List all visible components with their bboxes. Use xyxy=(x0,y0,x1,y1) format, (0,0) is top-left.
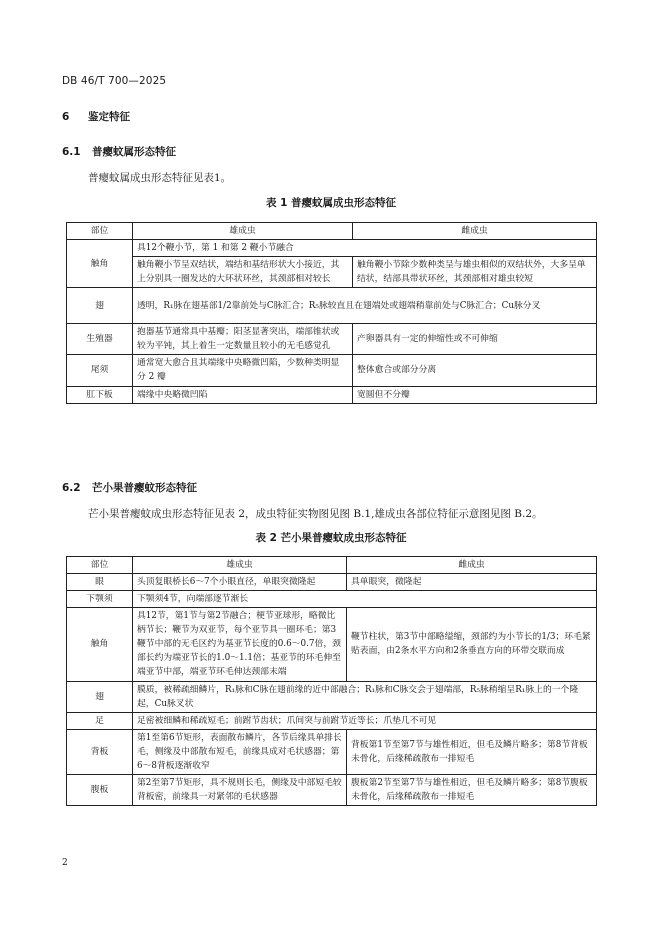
table-row xyxy=(67,591,597,608)
header-cell: 雄成虫 xyxy=(133,223,353,240)
male-cell: 第1至第6节矩形，表面散布鳞片，各节后缘具单排长毛，侧缘及中部散布短毛，前缘具成对毛状感器；第6～8背板逐渐收窄 xyxy=(133,729,347,774)
female-cell: 背板第1节至第7节与雄性相近，但毛及鳞片略多；第8节背板未骨化，后缘稀疏散布一排短毛 xyxy=(347,729,597,774)
table-row xyxy=(67,608,597,681)
table-row xyxy=(67,288,597,324)
table-row xyxy=(67,574,597,591)
page-number: 2 xyxy=(62,858,68,868)
section-number: 6 xyxy=(62,111,70,123)
row-label: 尾须 xyxy=(67,355,133,386)
table-row xyxy=(67,386,597,403)
row-label: 背板 xyxy=(67,729,133,774)
row-label: 足 xyxy=(67,712,133,729)
table-row xyxy=(67,774,597,805)
table-row xyxy=(67,240,597,257)
female-cell: 整体愈合或部分分离 xyxy=(353,355,597,386)
section-6-heading xyxy=(62,109,130,124)
row-label: 生殖器 xyxy=(67,324,133,355)
table-2 xyxy=(66,556,597,806)
male-cell: 头顶复眼桥长6～7个小眼直径，单眼突微隆起 xyxy=(133,574,347,591)
header-cell: 雌成虫 xyxy=(347,557,597,574)
table-header-row xyxy=(67,557,597,574)
table-row xyxy=(67,324,597,355)
male-cell: 第2至第7节矩形，具不规则长毛，侧缘及中部短毛较背板密，前缘具一对紧邻的毛状感器 xyxy=(133,774,347,805)
male-cell: 具12节，第1节与第2节融合；梗节亚球形，略微比柄节长；鞭节为双亚节，每个亚节具一圈环毛；第3鞭节中部的无毛区约为基亚节长度的0.6～0.7倍，颈部长约为端亚节长的1.0～1.1倍；基亚节的环毛伸至端亚节中部，端亚节环毛伸达颈部末端 xyxy=(133,608,347,681)
common-cell: 具12个鞭小节，第 1 和第 2 鞭小节融合 xyxy=(133,240,597,257)
common-cell: 下颚须4节，向端部逐节渐长 xyxy=(133,591,597,608)
female-cell: 具单眼突，微隆起 xyxy=(347,574,597,591)
section-6-2-paragraph: 芒小果普瘿蚊成虫形态特征见表 2，成虫特征实物图见图 B.1,雄成虫各部位特征示意图见图 B.2。 xyxy=(88,508,543,520)
female-cell: 触角鞭小节除少数种类呈与雄虫相似的双结状外，大多呈单结状，结部具带状环丝，其颈部相对雄虫较短 xyxy=(353,257,597,288)
table-row xyxy=(67,681,597,712)
header-cell: 雌成虫 xyxy=(353,223,597,240)
header-cell: 部位 xyxy=(67,557,133,574)
section-title: 芒小果普瘿蚊形态特征 xyxy=(92,482,197,494)
table-1 xyxy=(66,222,597,404)
header-cell: 部位 xyxy=(67,223,133,240)
male-cell: 通常宽大愈合且其端缘中央略微凹陷，少数种类明显分 2 瓣 xyxy=(133,355,353,386)
row-label: 肛下板 xyxy=(67,386,133,403)
section-number: 6.2 xyxy=(62,482,81,494)
common-cell: 膜质，被稀疏细鳞片，R₁脉和C脉在翅前缘的近中部融合；R₁脉和C脉交会于翅端部，R₅脉稍缩呈R₁脉上的一个隆起，Cu脉叉状 xyxy=(133,681,597,712)
row-label: 翅 xyxy=(67,681,133,712)
female-cell: 宽圆但不分瓣 xyxy=(353,386,597,403)
section-6-1-paragraph: 普瘿蚊属成虫形态特征见表1。 xyxy=(88,172,232,184)
row-label: 翅 xyxy=(67,288,133,324)
male-cell: 端缘中央略微凹陷 xyxy=(133,386,353,403)
section-title: 普瘿蚊属形态特征 xyxy=(92,146,176,158)
section-6-1-heading xyxy=(62,144,176,159)
common-cell: 透明，R₁脉在翅基部1/2靠前处与C脉汇合；R₅脉较直且在翅端处或翅端稍靠前处与C脉汇合；Cu脉分叉 xyxy=(133,288,597,324)
section-title: 鉴定特征 xyxy=(88,111,130,123)
table-row xyxy=(67,712,597,729)
female-cell: 腹板第2节至第7节与雄性相近，但毛及鳞片略多；第8节腹板未骨化，后缘稀疏散布一排短毛 xyxy=(347,774,597,805)
header-cell: 雄成虫 xyxy=(133,557,347,574)
female-cell: 产卵器具有一定的伸缩性或不可伸缩 xyxy=(353,324,597,355)
male-cell: 抱器基节通常具中基瓣；阳茎显著突出，端部锥状或较为平钝，其上着生一定数量且较小的无毛感觉孔 xyxy=(133,324,353,355)
row-label: 腹板 xyxy=(67,774,133,805)
table-row xyxy=(67,729,597,774)
row-label: 触角 xyxy=(67,240,133,288)
row-label: 触角 xyxy=(67,608,133,681)
row-label: 下颚须 xyxy=(67,591,133,608)
standard-code: DB 46/T 700—2025 xyxy=(62,75,167,87)
table-row xyxy=(67,257,597,288)
female-cell: 鞭节柱状，第3节中部略缢缩，颈部约为小节长的1/3；环毛紧贴表面，由2条水平方向和2条垂直方向的环带交联而成 xyxy=(347,608,597,681)
section-number: 6.1 xyxy=(62,146,81,158)
row-label: 眼 xyxy=(67,574,133,591)
table-row xyxy=(67,355,597,386)
table-2-caption: 表 2 芒小果普瘿蚊成虫形态特征 xyxy=(255,532,407,544)
male-cell: 触角鞭小节呈双结状，端结和基结形状大小接近，其上分别具一圈发达的大环状环丝，其颈部相对较长 xyxy=(133,257,353,288)
section-6-2-heading xyxy=(62,480,197,495)
common-cell: 足密被细鳞和稀疏短毛；前跗节齿状；爪间突与前跗节近等长；爪垫几不可见 xyxy=(133,712,597,729)
table-header-row xyxy=(67,223,597,240)
table-1-caption: 表 1 普瘿蚊属成虫形态特征 xyxy=(265,197,397,209)
